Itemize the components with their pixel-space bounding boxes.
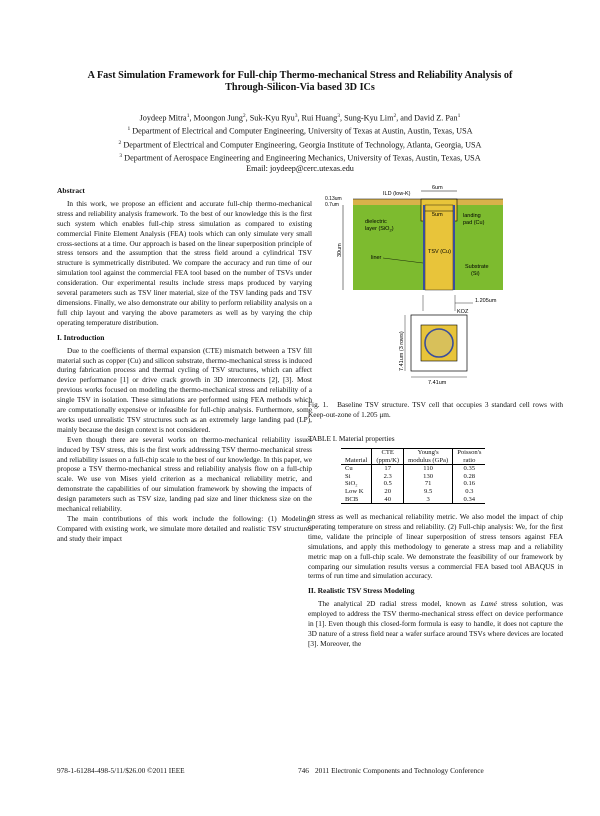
footer-conference: 2011 Electronic Components and Technology Conference: [315, 766, 484, 775]
tsv-liner-right: [453, 205, 455, 290]
header-cte: CTE: [372, 449, 404, 457]
label-landing: landing: [463, 213, 481, 219]
section-2-heading: II. Realistic TSV Stress Modeling: [308, 586, 415, 596]
cell-material: Low K: [345, 487, 364, 495]
author-name: Sung-Kyu Lim: [344, 113, 394, 123]
title-line-2: Through-Silicon-Via based 3D ICs: [225, 82, 375, 93]
affiliation-3: [40, 151, 560, 164]
cell-material: SiO₂: [345, 480, 358, 488]
tsv-liner-left: [423, 205, 425, 290]
header-young-unit: modulus (GPa): [404, 457, 453, 465]
material-properties-table: [341, 448, 485, 504]
table-row: [341, 465, 485, 473]
label-pad: pad (Cu): [463, 220, 485, 226]
cell-poisson: 0.35: [453, 465, 486, 473]
label-6um: 6um: [432, 185, 443, 191]
affiliation-text: Department of Electrical and Computer Engineering, University of Texas at Austin, Austin, Texas, USA: [132, 127, 473, 137]
author-name: Suk-Kyu Ryu: [249, 113, 295, 123]
cell-material: Si: [345, 472, 351, 480]
affiliation-2: [40, 138, 560, 151]
author-sup: 1: [186, 113, 190, 119]
author-name: Moongon Jung: [193, 113, 243, 123]
cell-cte: 20: [372, 488, 404, 496]
right-paragraph-2: [308, 599, 563, 649]
affiliation-sup: 3: [119, 152, 123, 159]
email[interactable]: Email: joydeep@cerc.utexas.edu: [246, 164, 354, 174]
cell-cte: 0.5: [372, 480, 404, 488]
author-sup: 3: [337, 113, 340, 119]
lame-italic: Lamé: [480, 599, 497, 609]
table-row: [341, 473, 485, 481]
author-list: Joydeep Mitra$^1$, Moongon Jung$^2$, Suk-Kyu Ryu$^3$, Rui Huang$^3$, Sung-Kyu Lim$^2$, and David Z. Pan$^1$: [139, 113, 461, 123]
label-substrate: Substrate: [465, 264, 489, 270]
label-si: (Si): [471, 271, 480, 277]
intro-heading: I. Introduction: [57, 332, 105, 342]
cell-poisson: 0.3: [453, 488, 486, 496]
title-line-1: A Fast Simulation Framework for Full-chip Thermo-mechanical Stress and Reliability Analysis of: [87, 70, 513, 81]
tsv-structure-figure: [325, 183, 505, 390]
author-name: and David Z. Pan: [400, 113, 458, 123]
affiliation-sup: 1: [127, 126, 131, 133]
cell-cte: 40: [372, 496, 404, 504]
left-column: [57, 186, 312, 544]
figure-caption: [308, 400, 563, 420]
cell-cte: 2.3: [372, 473, 404, 481]
affiliation-1: [40, 124, 560, 137]
tsv-top-view: [425, 329, 453, 357]
header-young: Young's: [404, 449, 453, 457]
cell-poisson: 0.28: [453, 473, 486, 481]
author-sup: 2: [242, 113, 246, 119]
table-row: [341, 480, 485, 488]
author-name: Rui Huang: [301, 113, 338, 123]
label-ild: ILD (low-K): [383, 191, 411, 197]
cell-young: 71: [404, 480, 453, 488]
table-header-empty: [341, 449, 372, 457]
footer-copyright: 978-1-61284-498-5/11/$26.00 ©2011 IEEE: [57, 766, 185, 775]
label-koz: KOZ: [457, 309, 469, 315]
abstract-text: In this work, we propose an efficient and accurate full-chip thermo-mechanical stress and reliability analysis framework. To the best of our knowledge this is the first such system which enables full-chip stress simulation as compared to existing commercial Finite Element Analysis (FEA) tools which can only simulate very small cross-sections at a time. Our approach is based on the linear superposition principle of stress tensors and the assumption that the stress field around a cylindrical TSV structure is symmetrically distributed. We compare the accuracy and run time of our simulation tool against the commercial FEA tool based on the number of TSVs under consideration. Our experimental results include stress maps produced by varying several parameters such as TSV liner material, size of the TSV landing pads and TSV dimensions. Finally, we also demonstrate our ability to perform reliability analysis on a full chip layout and varying the above parameters as well as by varying the chip operating temperature distribution.: [57, 198, 312, 327]
author-sup: 1: [457, 113, 461, 119]
header-material: Material: [341, 457, 372, 465]
table-row: [341, 496, 485, 504]
label-741-vertical: 7.41um (3 rows): [399, 331, 405, 371]
text-span: The analytical 2D radial stress model, known as: [318, 599, 481, 609]
label-5um: 5um: [432, 212, 443, 218]
cell-poisson: 0.34: [453, 496, 486, 504]
label-07: 0.7um: [325, 202, 339, 208]
label-liner: liner: [371, 255, 382, 261]
paper-title: [40, 70, 560, 94]
author-name: Joydeep Mitra: [139, 113, 187, 123]
header-cte-unit: (ppm/K): [372, 457, 404, 465]
header-poisson: Poisson's: [453, 449, 486, 457]
affiliation-sup: 2: [118, 139, 122, 146]
right-paragraph-1: on stress as well as mechanical reliability metric. We also model the impact of chip operating temperature on stress and reliability. (2) Full-chip analysis: We, for the first time, validate the principle of linear superposition of stress tensors against FEA simulations, and apply this methodology to generate a stress map and a reliability metric map on a full-chip scale. We demonstrate the feasibility of our framework by comparing our simulation results versus a commercial FEA based tool ABAQUS in terms of run time and simulation accuracy.: [308, 512, 563, 581]
label-741-horizontal: 7.41um: [428, 380, 447, 386]
intro-paragraph-3: The main contributions of this work include the following: (1) Modeling: Compared with existing work, we simulate more detailed and realistic TSV structures and study their impact: [57, 514, 312, 543]
label-layer: layer (SiO$_2$): [365, 226, 394, 233]
figure-caption-label: Fig. 1.: [308, 400, 329, 409]
cell-young: 130: [404, 473, 453, 481]
abstract-heading: Abstract: [57, 186, 85, 195]
intro-paragraph-2: Even though there are several works on thermo-mechanical reliability issues induced by TSV stress, this is the first work addressing TSV thermo-mechanical stress and reliability issues on a full-chip scale to the best of our knowledge. In this paper, we propose a TSV thermo-mechanical stress and reliability analysis flow on a full-chip scale. We use von Mises yield criterion as a mechanical reliability metric, and demonstrate the capabilities of our simulation framework by showing the impacts of design parameters such as TSV size, landing pad size and liner thickness size on the mechanical reliability.: [57, 434, 312, 514]
cell-material: BCB: [341, 496, 372, 504]
cell-poisson: 0.16: [453, 480, 486, 488]
footer-page-number: 746: [298, 766, 309, 775]
label-tsv: TSV (Cu): [428, 249, 451, 255]
author-sup: 3: [294, 113, 298, 119]
cell-cte: 17: [372, 465, 404, 473]
cell-young: 3: [404, 496, 453, 504]
label-1205: 1.205um: [475, 298, 497, 304]
affiliation-text: Department of Electrical and Computer Engineering, Georgia Institute of Technology, Atlanta, Georgia, USA: [123, 140, 482, 150]
intro-paragraph-1: Due to the coefficients of thermal expansion (CTE) mismatch between a TSV fill material such as copper (Cu) and silicon substrate, thermo-mechanical stress is induced during fabrication process and thermal cycling of TSV structures, which can affect device performance [1] or drive crack growth in 3D interconnects [2], [3]. Most previous works focused on modeling the thermo-mechanical stress and reliability of a single TSV in isolation. These simulations are performed using FEA methods which are computationally expensive or infeasible for full-chip analysis. Furthermore, some works used unrealistic TSV structures such as an extremely large landing pad (LP), mainly because the design context is not considered.: [57, 345, 312, 434]
affiliation-text: Department of Aerospace Engineering and Engineering Mechanics, University of Texas, Austin, Texas, USA: [124, 153, 481, 163]
cell-young: 110: [404, 465, 453, 473]
author-block: [40, 111, 560, 175]
figure-caption-text: Baseline TSV structure. TSV cell that occupies 3 standard cell rows with Keep-out-zone of 1.205 μm.: [308, 400, 563, 419]
header-poisson-unit: ratio: [453, 457, 486, 465]
label-013: 0.13um: [325, 196, 342, 202]
right-column: [308, 512, 563, 649]
author-sup: 2: [393, 113, 397, 119]
cell-material: Cu: [345, 465, 353, 473]
table-caption: TABLE I. Material properties: [308, 434, 395, 443]
text-span: stress solution, was employed to address the TSV thermo-mechanical stress effect on device performance in [1]. Even though this closed-form formula is easy to handle, it does not capture the 3D nature of a stress field near a wafer surface around TSVs where devices are located [3]. Moreover, the: [308, 599, 563, 648]
label-dielectric: dielectric: [365, 219, 387, 225]
cell-young: 9.5: [404, 488, 453, 496]
label-30um: 30um: [337, 243, 343, 257]
table-row: [341, 488, 485, 496]
